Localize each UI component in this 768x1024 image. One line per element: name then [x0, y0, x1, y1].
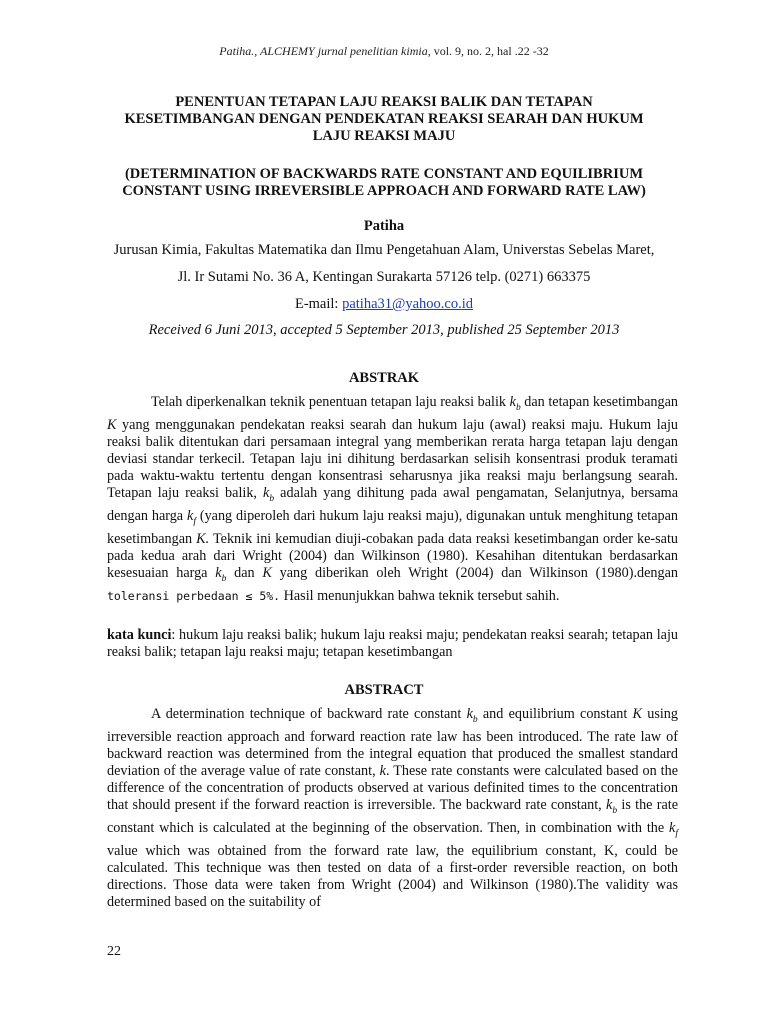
- symbol-K: K: [632, 706, 643, 722]
- symbol-sub-b: b: [515, 402, 521, 413]
- journal-name: Patiha., ALCHEMY jurnal penelitian kimia: [219, 44, 428, 58]
- symbol-K: K.: [196, 531, 210, 548]
- symbol-K: K: [262, 565, 272, 582]
- symbol-sub-f: f: [675, 829, 678, 840]
- keywords-text: : hukum laju reaksi balik; hukum laju reaksi maju; pendekatan reaksi searah; tetapan laju reaksi balik; tetapan laju reaksi maju; tetapan kesetimbangan: [107, 627, 678, 661]
- abstrak-text: Teknik ini kemudian diuji-cobakan pada data reaksi kesetimbangan order ke-satu pada kedua arah dari Wright (2004) dan Wilkinson (1980). Kesahihan ditentukan berdasarkan kesesuaian harga: [107, 531, 678, 582]
- symbol-k: k: [215, 565, 222, 582]
- symbol-k: k: [606, 797, 613, 814]
- symbol-k: k: [187, 508, 194, 525]
- abstract-text: A determination technique of backward rate constant: [151, 706, 467, 722]
- affiliation-line-2: Jl. Ir Sutami No. 36 A, Kentingan Surakarta 57126 telp. (0271) 663375: [177, 269, 591, 285]
- email-link[interactable]: patiha31@yahoo.co.id: [342, 296, 474, 312]
- abstrak-heading: ABSTRAK: [348, 370, 420, 386]
- page-number: 22: [107, 944, 121, 959]
- abstrak-text: yang diberikan oleh Wright (2004) dan Wilkinson (1980).dengan: [271, 565, 678, 582]
- abstrak-text: adalah yang dihitung pada awal pengamatan, Selanjutnya, bersama dengan harga: [107, 485, 679, 525]
- title-en-line-2: CONSTANT USING IRREVERSIBLE APPROACH AND FORWARD RATE LAW): [122, 183, 646, 199]
- symbol-sub-f: f: [193, 517, 196, 528]
- received-dates: Received 6 Juni 2013, accepted 5 September 2013, published 25 September 2013: [148, 322, 620, 338]
- symbol-sub-b: b: [269, 494, 275, 505]
- title-line-1: PENENTUAN TETAPAN LAJU REAKSI BALIK DAN TETAPAN: [175, 94, 593, 110]
- title-line-2: KESETIMBANGAN DENGAN PENDEKATAN REAKSI SEARAH DAN HUKUM: [124, 111, 644, 127]
- symbol-K: K: [107, 416, 117, 433]
- abstrak-text: dan tetapan kesetimbangan: [520, 394, 678, 410]
- abstrak-text: Telah diperkenalkan teknik penentuan tetapan laju reaksi balik: [151, 394, 510, 410]
- symbol-k: k: [466, 706, 473, 722]
- title-english: [80, 166, 688, 200]
- symbol-k: k: [379, 763, 386, 780]
- abstract-text: is the rate constant which is calculated at the beginning of the observation. Then, in combination with the: [107, 797, 679, 837]
- author-name: Patiha: [363, 218, 405, 234]
- abstrak-body: [107, 394, 678, 605]
- symbol-sub-b: b: [221, 574, 227, 585]
- abstract-text: and equilibrium constant: [477, 706, 633, 722]
- title-indonesian: [80, 94, 688, 145]
- email-line: [0, 296, 768, 313]
- affiliation-line-1: Jurusan Kimia, Fakultas Matematika dan Ilmu Pengetahuan Alam, Universtas Sebelas Maret,: [113, 242, 655, 258]
- abstract-body: [107, 706, 678, 912]
- symbol-sub-b: b: [472, 714, 478, 725]
- abstract-text: using irreversible reaction approach and forward reaction rate law has been introduced. The rate law of backward reaction was determined from the integral equation that produced the smallest standard deviation of the average value of rate constant,: [107, 706, 678, 780]
- symbol-k: k: [669, 820, 676, 837]
- tolerance-text: toleransi perbedaan ≤ 5%.: [107, 589, 281, 604]
- abstract-text: value which was obtained from the forward rate law, the equilibrium constant, K, could be calculated. This technique was then tested on data of a first-order reversible reaction, on both directions. Those data were taken from Wright (2004) and Wilkinson (1980).The validity was determined based on the suitability of: [107, 843, 678, 911]
- abstrak-text: yang menggunakan pendekatan reaksi searah dan hukum laju (awal) reaksi maju. Hukum laju reaksi balik ditentukan dari persamaan integral yang memberikan rerata harga tetapan laju dengan deviasi standar terkecil. Tetapan laju ini dihitung berdasarkan selisih konsentrasi produk teramati pada waktu-waktu tertentu dengan konsentrasi seharusnya jika reaksi maju berlangsung searah. Tetapan laju reaksi balik,: [107, 416, 678, 502]
- abstrak-text: Hasil menunjukkan bahwa teknik tersebut sahih.: [280, 588, 560, 605]
- title-en-line-1: (DETERMINATION OF BACKWARDS RATE CONSTANT AND EQUILIBRIUM: [124, 166, 644, 182]
- symbol-sub-b: b: [612, 806, 618, 817]
- abstrak-paragraph: [107, 394, 678, 605]
- running-header: [0, 44, 768, 59]
- keywords-label: kata kunci: [107, 627, 172, 643]
- journal-volume: , vol. 9, no. 2, hal .22 -32: [427, 44, 549, 58]
- abstract-heading: ABSTRACT: [344, 682, 424, 698]
- abstrak-text: dan: [226, 565, 263, 582]
- symbol-k: k: [263, 485, 270, 502]
- keywords: [107, 627, 678, 661]
- abstract-text: . These rate constants were calculated based on the difference of the concentration of products observed at various definited times to the concentration that should present if the forward reaction is irreversible. The backward rate constant,: [107, 763, 678, 814]
- title-line-3: LAJU REAKSI MAJU: [312, 128, 456, 144]
- symbol-k: k: [509, 394, 516, 410]
- abstrak-text: (yang diperoleh dari hukum laju reaksi maju), digunakan untuk menghitung tetapan kesetimbangan: [107, 508, 678, 548]
- email-label: E-mail:: [294, 296, 343, 312]
- abstract-paragraph: [107, 706, 678, 912]
